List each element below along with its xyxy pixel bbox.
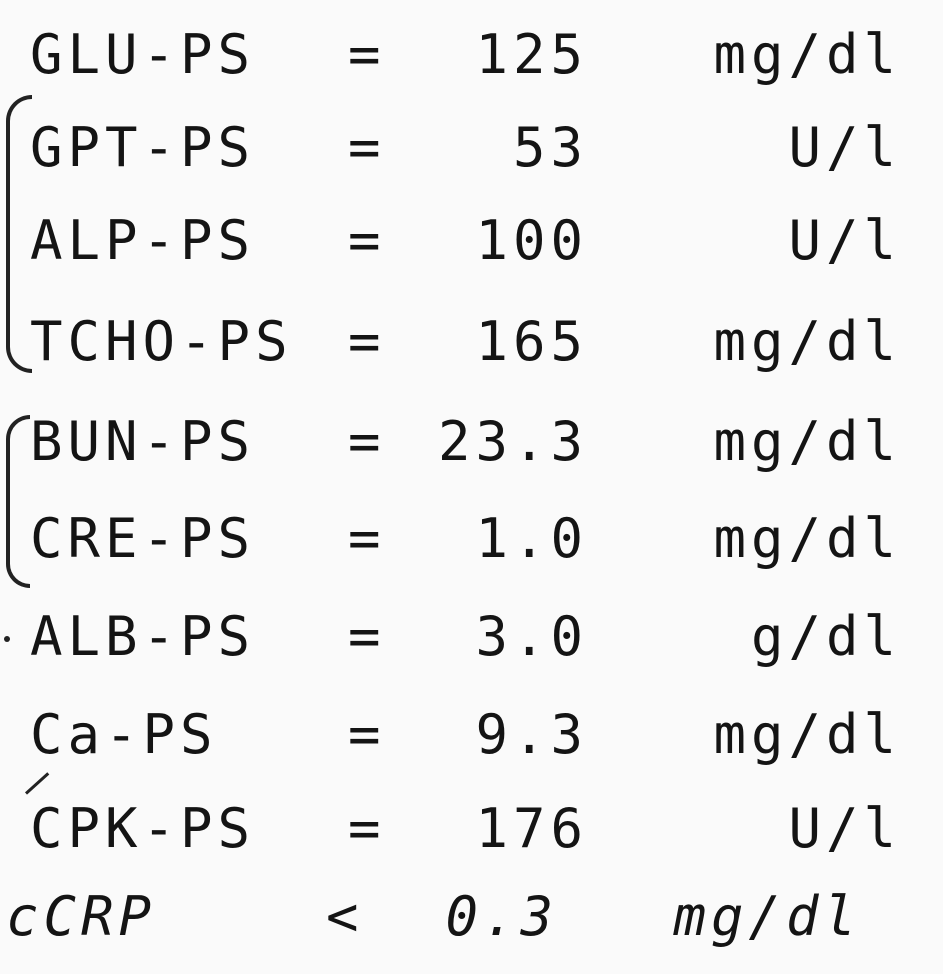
test-unit: mg/dl (673, 885, 861, 948)
test-name: CRE-PS (30, 507, 256, 570)
test-unit: mg/dl (713, 507, 901, 570)
test-unit: U/l (788, 209, 901, 272)
test-unit: U/l (788, 797, 901, 860)
result-row-alp (0, 196, 943, 286)
test-name: GLU-PS (30, 23, 256, 86)
comparison-operator: = (348, 410, 386, 473)
comparison-operator: = (348, 507, 386, 570)
test-unit: mg/dl (713, 23, 901, 86)
test-value: 3.0 (475, 605, 588, 668)
result-row-glu (0, 10, 943, 100)
result-row-ccrp (0, 872, 943, 962)
handwritten-dot-mark (4, 636, 10, 642)
test-value: 9.3 (475, 703, 588, 766)
test-value: 53 (512, 116, 588, 179)
result-row-bun (0, 397, 943, 487)
test-unit: mg/dl (713, 703, 901, 766)
test-value: 23.3 (437, 410, 588, 473)
test-value: 176 (475, 797, 588, 860)
comparison-operator: = (348, 209, 386, 272)
test-value: 0.3 (445, 885, 558, 948)
test-value: 125 (475, 23, 588, 86)
test-name: ALP-PS (30, 209, 256, 272)
result-row-ca (0, 690, 943, 780)
test-name: cCRP (6, 885, 157, 948)
test-unit: g/dl (750, 605, 901, 668)
comparison-operator: = (348, 703, 386, 766)
test-value: 100 (475, 209, 588, 272)
result-row-cpk (0, 784, 943, 874)
comparison-operator: = (348, 605, 386, 668)
test-name: TCHO-PS (30, 310, 293, 373)
test-unit: mg/dl (713, 310, 901, 373)
handwritten-bracket-kidney (6, 415, 30, 588)
test-name: BUN-PS (30, 410, 256, 473)
test-value: 165 (475, 310, 588, 373)
test-name: Ca-PS (30, 703, 218, 766)
handwritten-bracket-liver (6, 95, 32, 373)
test-name: ALB-PS (30, 605, 256, 668)
test-name: GPT-PS (30, 116, 256, 179)
comparison-operator: = (348, 797, 386, 860)
test-name: CPK-PS (30, 797, 256, 860)
comparison-operator: < (326, 885, 364, 948)
comparison-operator: = (348, 310, 386, 373)
result-row-tcho (0, 297, 943, 387)
test-value: 1.0 (475, 507, 588, 570)
comparison-operator: = (348, 23, 386, 86)
result-row-alb (0, 592, 943, 682)
result-row-gpt (0, 103, 943, 193)
comparison-operator: = (348, 116, 386, 179)
test-unit: U/l (788, 116, 901, 179)
result-row-cre (0, 494, 943, 584)
test-unit: mg/dl (713, 410, 901, 473)
